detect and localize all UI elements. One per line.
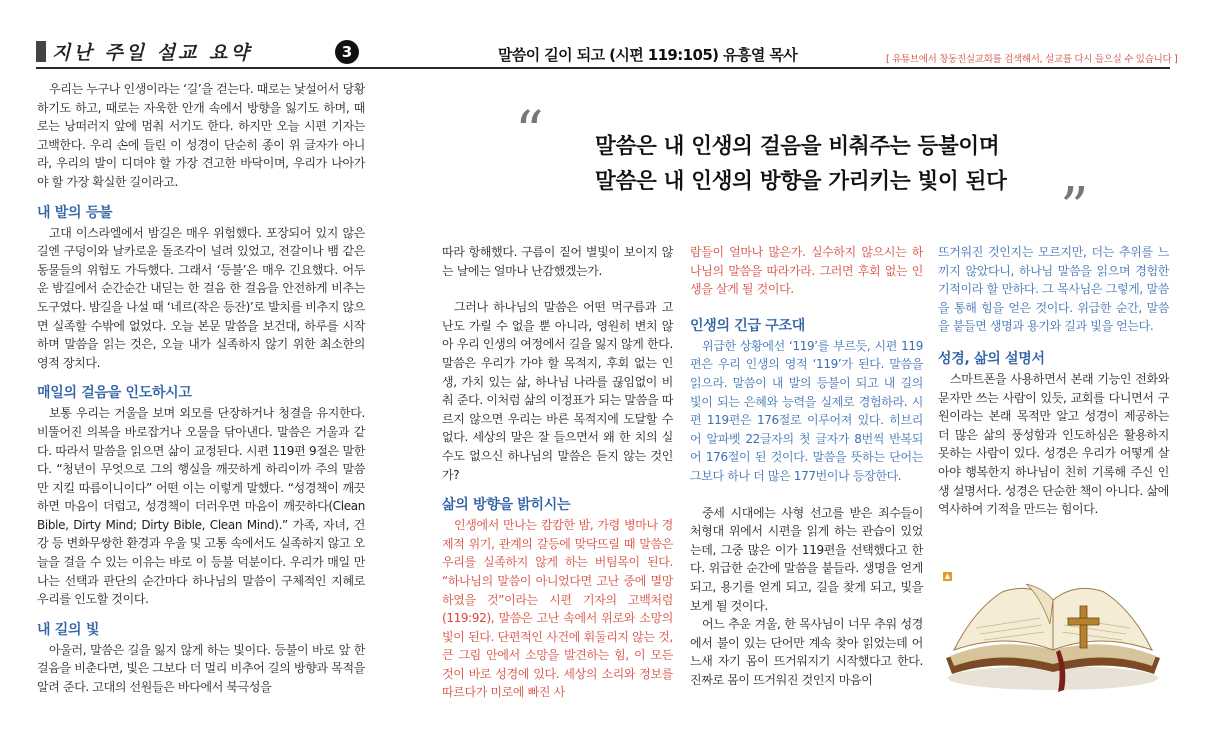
column-4 bbox=[938, 243, 1169, 519]
sermon-title: 말씀이 길이 되고 (시편 119:105) 유흥열 목사 bbox=[498, 46, 798, 64]
paragraph-lamp: 고대 이스라엘에서 밤길은 매우 위험했다. 포장되어 있지 않은 길엔 구덩이와 날카로운 돌조각이 널려 있었고, 전갈이나 뱀 같은 동물들의 위험도 가득했다. 그래서 ‘등불’은 매우 긴요했다. 어두운 밤길에서 순간순간 내딛는 한 걸음 한 걸음을 안전하게 비추는 도구였다. 밤길을 나설 때 ‘네르(작은 등잔)’로 발치를 비추지 않으면 실족할 수밖에 없었다. 오늘 본문 말씀을 보건대, 하루를 시작하며 말씀을 읽는 것은, 오늘 내가 실족하지 않기 위한 최소한의 영적 장치다. bbox=[37, 225, 365, 370]
intro-paragraph: 우리는 누구나 인생이라는 ‘길’을 걷는다. 때로는 낯설어서 당황하기도 하고, 때로는 자욱한 안개 속에서 방향을 잃기도 하며, 때로는 낭떠러지 앞에 멈춰 서기도 한다. 하지만 오늘 시편 기자는 고백한다. 우리 손에 들린 이 성경이 단순히 종이 위 글자가 아니라, 우리의 발이 디뎌야 할 가장 견고한 바닥이며, 우리가 나아가야 할 가장 확실한 길이라고. bbox=[37, 82, 365, 189]
paragraph-unchanging-word: 그러나 하나님의 말씀은 어떤 먹구름과 고난도 가릴 수 없을 뿐 아니라, 영원히 변치 않아 우리 인생의 여정에서 길을 잃지 않게 한다. 말씀은 우리가 가야 할 목적지, 후회 없는 인생, 가치 있는 삶, 하나님 나라를 끊임없이 비춰 준다. 이처럼 삶의 이정표가 되는 말씀을 따르지 않으면 우리는 바른 목적지에 도달할 수 없다. 세상의 말은 잘 들으면서 왜 한 치의 실수도 없으신 하나님의 말씀은 듣지 않는 것인가? bbox=[442, 300, 673, 482]
subheading-lamp: 내 발의 등불 bbox=[37, 204, 113, 221]
paragraph-medieval: 중세 시대에는 사형 선고를 받은 죄수들이 처형대 위에서 시편을 읽게 하는 관습이 있었는데, 그중 많은 이가 119편을 선택했다고 한다. 위급한 순간에 말씀을 붙들라. 생명을 얻게 되고, 용기를 얻게 되고, 길을 찾게 되고, 빛을 보게 될 것이다. bbox=[690, 505, 923, 613]
paragraph-winter: 어느 추운 겨울, 한 목사님이 너무 추워 성경에서 불이 있는 단어만 계속 찾아 읽었는데 어느새 자기 몸이 뜨거워지기 시작했다고 한다. 진짜로 몸이 뜨거워진 것인지 마음이 bbox=[690, 617, 923, 687]
subheading-direction: 삶의 방향을 밝히시는 bbox=[442, 497, 571, 514]
illustration-badge-icon: ▲ bbox=[944, 572, 951, 580]
open-bible-illustration bbox=[940, 570, 1166, 695]
column-1 bbox=[37, 80, 365, 697]
header-divider bbox=[36, 67, 1170, 69]
title-marker bbox=[36, 41, 46, 62]
section-title: 지난 주일 설교 요약 bbox=[52, 42, 252, 64]
paragraph-north-star: 따라 항해했다. 구름이 짙어 별빛이 보이지 않는 날에는 얼마나 난감했겠는가. bbox=[442, 245, 673, 278]
close-quote-mark: ” bbox=[1060, 176, 1089, 241]
pull-quote bbox=[515, 100, 1090, 241]
paragraph-follow-word: 람들이 얼마나 많은가. 실수하지 않으시는 하나님의 말씀을 따라가라. 그러면 후회 없는 인생을 살게 될 것이다. bbox=[690, 245, 923, 297]
youtube-notice: [ 유튜브에서 창동진실교회를 검색해서, 설교를 다시 들으실 수 있습니다 ] bbox=[886, 54, 1178, 65]
quote-line-1: 말씀은 내 인생의 걸음을 비춰주는 등불이며 bbox=[595, 134, 1000, 159]
page-number-badge: 3 bbox=[335, 40, 359, 64]
paragraph-manual: 스마트폰을 사용하면서 본래 기능인 전화와 문자만 쓰는 사람이 있듯, 교회를 다니면서 구원이라는 본래 목적만 알고 성경이 제공하는 더 많은 삶의 풍성함과 인도하심은 활용하지 못하는 사람이 있다. 성경은 우리가 어떻게 살아야 행복한지 하나님이 친히 기록해 주신 인생 설명서다. 성경은 단순한 책이 아니다. 삶에 역사하여 기적을 만드는 힘이다. bbox=[938, 371, 1169, 517]
subheading-light: 내 길의 빛 bbox=[37, 621, 100, 638]
paragraph-light: 아울러, 말씀은 길을 잃지 않게 하는 빛이다. 등불이 바로 앞 한 걸음을 비춘다면, 빛은 그보다 더 멀리 비추어 길의 방향과 목적을 알려 준다. 고대의 선원들은 바다에서 북극성을 bbox=[37, 642, 365, 695]
subheading-daily-steps: 매일의 걸음을 인도하시고 bbox=[37, 385, 192, 402]
subheading-manual: 성경, 삶의 설명서 bbox=[938, 350, 1045, 367]
open-quote-mark: “ bbox=[515, 100, 544, 165]
paragraph-dark-night: 인생에서 만나는 캄캄한 밤, 가령 병마나 경제적 위기, 관계의 갈등에 맞닥뜨릴 때 말씀은 우리를 실족하지 않게 하는 버팀목이 된다. “하나님의 말씀이 아니었다면 고난 중에 멸망하였을 것”이라는 시편 기자의 고백처럼(119:92), 말씀은 고난 속에서 위로와 소망의 빛이 된다. 단편적인 사건에 휘둘리지 않는 것, 큰 그림 안에서 소망을 발견하는 힘, 이 모든 것이 바로 성경에 있다. 세상의 소리와 정보를 따르다가 미로에 빠진 사 bbox=[442, 518, 673, 700]
paragraph-daily-steps: 보통 우리는 거울을 보며 외모를 단장하거나 청결을 유지한다. 비뚤어진 의복을 바로잡거나 오물을 닦아낸다. 말씀은 거울과 같다. 따라서 말씀을 읽으면 삶이 교정된다. 시편 119편 9절은 말한다. “청년이 무엇으로 그의 행실을 깨끗하게 하리이까 주의 말씀만 지킬 따름이니이다” 어떤 이는 이렇게 말했다. “성경책이 깨끗하면 마음이 더럽고, 성경책이 더러우면 마음이 깨끗하다(Clean Bible, Dirty Mind; Dirty Bible, Clean Mind).” 가족, 자녀, 건강 등 변화무쌍한 환경과 우울 및 고통 속에서도 실족하지 않고 오늘을 걸을 수 있는 이유는 바로 이 등불 덕분이다. 우리가 매일 만나는 선택과 판단의 순간마다 하나님의 말씀이 구체적인 지혜로 우리를 인도할 것이다. bbox=[37, 406, 365, 607]
page-header bbox=[0, 0, 1209, 70]
paragraph-warmth: 뜨거워진 것인지는 모르지만, 더는 추위를 느끼지 않았다니, 하나님 말씀을 읽으며 경험한 기적이라 할 만하다. 그 목사님은 그렇게, 말씀을 통해 힘을 얻은 것이다. 위급한 순간, 말씀을 붙들면 생명과 용기와 길과 빛을 얻는다. bbox=[938, 245, 1169, 334]
column-3 bbox=[690, 243, 923, 689]
subheading-emergency: 인생의 긴급 구조대 bbox=[690, 317, 805, 334]
paragraph-psalm-119: 위급한 상황에선 ‘119’를 부르듯, 시편 119편은 우리 인생의 영적 ‘119’가 된다. 말씀을 읽으라. 말씀이 내 발의 등불이 되고 내 길의 빛이 되는 은혜와 능력을 실제로 경험하라. 시편 119편은 176절로 이루어져 있다. 히브리어 알파벳 22글자의 첫 글자가 8번씩 반복되어 176절이 된 것이다. 말씀을 뜻하는 단어는 그보다 하나 더 많은 177번이나 등장한다. bbox=[690, 338, 923, 483]
quote-line-2: 말씀은 내 인생의 방향을 가리키는 빛이 된다 bbox=[595, 169, 1007, 194]
column-2 bbox=[442, 243, 673, 702]
